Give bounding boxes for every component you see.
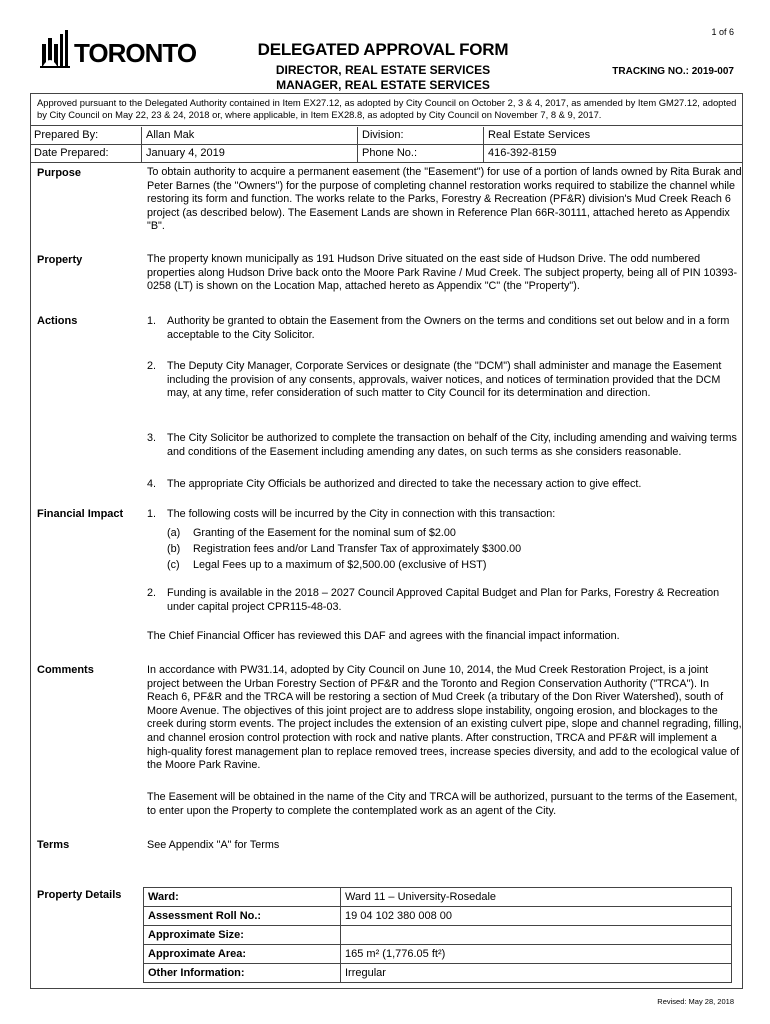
- division-value: Real Estate Services: [488, 129, 591, 141]
- table-row: Ward: Ward 11 – University-Rosedale: [144, 888, 732, 907]
- action-item: 3. The City Solicitor be authorized to complete the transaction on behalf of the City, including amending and waiving terms and conditions of the Easement including amending any dates, on such terms as she considers reasonable.: [147, 432, 737, 458]
- prepared-by-label: Prepared By:: [30, 127, 142, 144]
- purpose-text: To obtain authority to acquire a permanent easement (the "Easement") for use of a portion of lands owned by Rita Burak and Peter Barnes (the "Owners") for the purpose of completing channel restoration works required to stabilize the channel while restoring its form and function. The works relate to the Parks, Forestry & Recreation (PF&R) division's Mud Creek Reach 6 project (as described below). The Easement Lands are shown in Reference Plan 66R-30111, attached hereto as Appendix "B".: [147, 166, 742, 233]
- approved-text: Approved pursuant to the Delegated Authority contained in Item EX27.12, as adopted by City Council on October 2, 3 & 4, 2017, as amended by Item GM27.12, adopted by City Council on May 22, 23 & 24, 2018 or, where applicable, in Item EX28.8, as adopted by City Council on November 7, 8 & 9, 2017.: [37, 97, 737, 120]
- financial-subitem: (b) Registration fees and/or Land Transfer Tax of approximately $300.00: [167, 543, 522, 555]
- property-label: Property: [37, 254, 83, 266]
- toronto-logo: [40, 30, 197, 70]
- form-title: DELEGATED APPROVAL FORM: [257, 40, 509, 59]
- financial-label: Financial Impact: [37, 508, 124, 520]
- terms-text: See Appendix "A" for Terms: [147, 839, 280, 851]
- phone-value: 416-392-8159: [488, 147, 557, 159]
- phone-label: Phone No.:: [358, 145, 484, 162]
- date-value: January 4, 2019: [142, 145, 358, 162]
- terms-label: Terms: [37, 839, 70, 851]
- prepared-by-value: Allan Mak: [142, 127, 358, 144]
- table-row: Approximate Size:: [144, 926, 732, 945]
- financial-subitem: (a) Granting of the Easement for the nominal sum of $2.00: [167, 527, 456, 539]
- table-row: Approximate Area: 165 m² (1,776.05 ft²): [144, 945, 732, 964]
- divider: [30, 125, 743, 126]
- revised-date: Revised: May 28, 2018: [657, 997, 734, 1006]
- action-item: 4. The appropriate City Officials be authorized and directed to take the necessary action to give effect.: [147, 478, 642, 490]
- subtitle-line1: DIRECTOR, REAL ESTATE SERVICES: [275, 63, 491, 77]
- property-text: The property known municipally as 191 Hudson Drive situated on the east side of Hudson Drive. The odd numbered properties along Hudson Drive back onto the Moore Park Ravine / Mud Creek. The subject property, being all of PIN 10393-0258 (LT) is shown on the Location Map, attached hereto as Appendix "C" (the "Property").: [147, 253, 738, 293]
- page-number: 1 of 6: [711, 27, 734, 37]
- financial-subitem: (c) Legal Fees up to a maximum of $2,500.00 (exclusive of HST): [167, 559, 487, 571]
- title-block: [238, 40, 528, 93]
- action-item: 1. Authority be granted to obtain the Easement from the Owners on the terms and conditions set out below and in a form acceptable to the City Solicitor.: [147, 315, 730, 341]
- property-details-table: [143, 887, 732, 983]
- comments-para1: In accordance with PW31.14, adopted by City Council on June 10, 2014, the Mud Creek Restoration Project, is a joint project between the Urban Forestry Section of PF&R and the Toronto and Region Conservation Authority ("TRCA"). In Reach 6, PF&R and the TRCA will be restoring a section of Mud Creek (a tributary of the Don River Watershed), south of Moore Avenue. The objectives of this joint project are to address slope instability, ongoing erosion, and blockages to the creek during storm events. The project includes the extension of an existing culvert pipe, slope and channel regrading, filling, and channel erosion control protection with rock and native plants. After construction, TRCA and PF&R will implement a high-quality forest management plan to replace removed trees, increase species diversity, and add to the ecological value of the Moore Park Ravine.: [147, 664, 742, 772]
- divider: [30, 162, 743, 163]
- subtitle-line2: MANAGER, REAL ESTATE SERVICES: [276, 78, 490, 92]
- comments-label: Comments: [37, 664, 94, 676]
- meta-row-date: [30, 145, 743, 162]
- table-row: Assessment Roll No.: 19 04 102 380 008 00: [144, 907, 732, 926]
- financial-item: 1. The following costs will be incurred by the City in connection with this transaction:: [147, 508, 556, 520]
- meta-row-prepared: [30, 127, 743, 144]
- financial-item: 2. Funding is available in the 2018 – 2027 Council Approved Capital Budget and Plan for Parks, Forestry & Recreation under capital project CPR115-48-03.: [147, 587, 720, 613]
- actions-label: Actions: [37, 315, 78, 327]
- tracking-number: TRACKING NO.: 2019-007: [612, 66, 734, 77]
- comments-para2: The Easement will be obtained in the name of the City and TRCA will be authorized, pursuant to the terms of the Easement, to enter upon the Property to complete the contemplated work as an agent of the City.: [147, 791, 738, 817]
- purpose-label: Purpose: [37, 167, 82, 179]
- table-row: Other Information: Irregular: [144, 964, 732, 983]
- division-label: Division:: [358, 127, 484, 144]
- date-label: Date Prepared:: [30, 145, 142, 162]
- property-details-label: Property Details: [37, 889, 122, 901]
- svg-text:TORONTO: TORONTO: [74, 38, 197, 68]
- action-item: 2. The Deputy City Manager, Corporate Services or designate (the "DCM") shall administer and manage the Easement including the provision of any consents, approvals, waiver notices, and notices of termination provided that the DCM may, at any time, refer consideration of such matter to City Council for its determination and direction.: [147, 360, 722, 400]
- cfo-text: The Chief Financial Officer has reviewed this DAF and agrees with the financial impact information.: [147, 630, 620, 642]
